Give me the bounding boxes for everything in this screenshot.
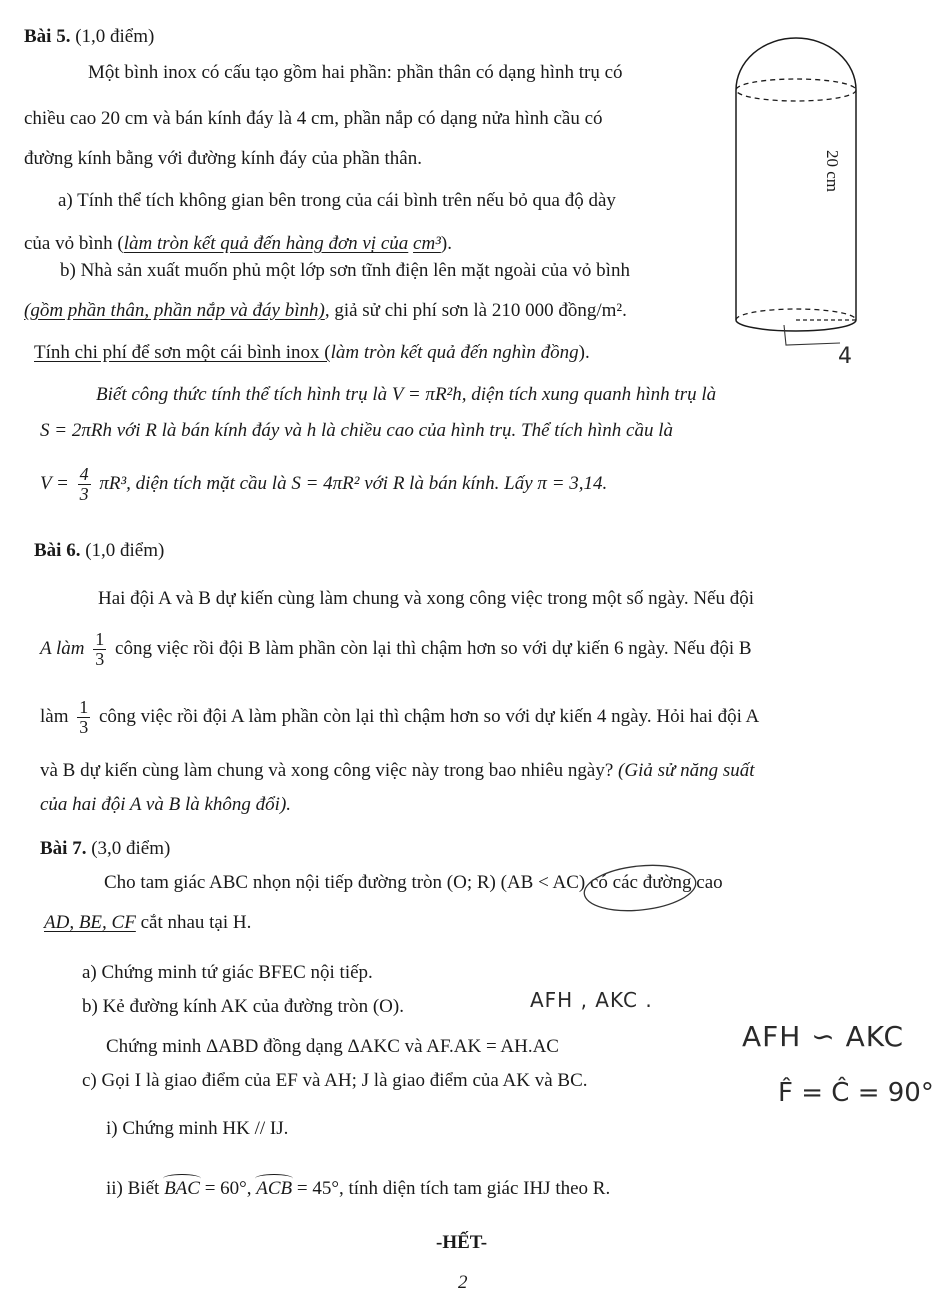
- frac-num-a: 1: [95, 629, 105, 649]
- bai5-a-text: của vỏ bình (: [24, 233, 124, 254]
- arc-acb: ACB: [256, 1178, 293, 1199]
- hand-ellipse: [578, 860, 706, 916]
- bai6-l3-post: công việc rồi đội A làm phần còn lại thì chậm hơn so với dự kiến 4 ngày. Hỏi hai đội A: [99, 705, 760, 727]
- bai5-formula-2: S = 2πRh với R là bán kính đáy và h là chiều cao của hình trụ. Thể tích hình cầu là: [40, 420, 673, 441]
- formula-v: V =: [40, 472, 69, 494]
- frac-num-b: 1: [79, 697, 89, 717]
- hand-note-4: 4: [838, 344, 852, 369]
- cii-mid: = 60°,: [204, 1178, 252, 1199]
- formula-rest: πR³, diện tích mặt cầu là S = 4πR² với R là bán kính. Lấy π = 3,14.: [99, 472, 608, 494]
- bai6-l4-italic: (Giả sử năng suất: [618, 760, 755, 781]
- top-ellipse: [736, 79, 856, 101]
- bai5-b-line-3: [34, 342, 590, 364]
- bai7-b2: Chứng minh ΔABD đồng dạng ΔAKC và AF.AK = AH.AC: [106, 1036, 559, 1057]
- bai5-b3-end: ).: [578, 342, 590, 363]
- bai5-a-line-1: a) Tính thể tích không gian bên trong của cái bình trên nếu bỏ qua độ dày: [58, 190, 616, 211]
- frac-num: 4: [79, 464, 89, 484]
- bai5-formula-3: [40, 465, 607, 504]
- bai7-cii: [106, 1178, 610, 1200]
- bai5-line-1: Một bình inox có cấu tạo gồm hai phần: phần thân có dạng hình trụ có: [88, 62, 623, 83]
- bottom-back-arc: [736, 309, 856, 320]
- bai5-a-line-2: [24, 233, 452, 255]
- bai6-heading: Bài 6.: [34, 540, 81, 561]
- frac-den-a: 3: [95, 648, 105, 669]
- fraction-4-3: [78, 465, 91, 504]
- bai5-b-line-1: b) Nhà sản xuất muốn phủ một lớp sơn tĩnh điện lên mặt ngoài của vỏ bình: [60, 260, 630, 281]
- bai7-altitudes: AD, BE, CF: [44, 912, 136, 933]
- hand-bracket: [784, 325, 840, 345]
- bai6-l2-post: công việc rồi đội B làm phần còn lại thì chậm hơn so với dự kiến 6 ngày. Nếu đội B: [115, 637, 752, 659]
- bottom-front-arc: [736, 320, 856, 331]
- arc-bac: BAC: [164, 1178, 200, 1199]
- frac-den: 3: [79, 483, 89, 504]
- bai5-b-text: , giả sử chi phí sơn là 210 000 đồng/m².: [324, 300, 627, 321]
- fraction-1-3-b: [77, 698, 90, 737]
- bai7-line-1: Cho tam giác ABC nhọn nội tiếp đường tròn (O; R) (AB < AC) có các đường cao: [104, 872, 723, 893]
- bai6-title: [34, 540, 164, 562]
- bai5-score: (1,0 điểm): [75, 26, 155, 47]
- cii-pre: ii) Biết: [106, 1178, 160, 1199]
- bai5-line-3: đường kính bằng với đường kính đáy của phần thân.: [24, 148, 422, 169]
- bai7-c: c) Gọi I là giao điểm của EF và AH; J là giao điểm của AK và BC.: [82, 1070, 588, 1091]
- bai5-b-italic: (gồm phần thân, phần nắp và đáy bình): [24, 300, 325, 321]
- bai5-line-2: chiều cao 20 cm và bán kính đáy là 4 cm, phần nắp có dạng nửa hình cầu có: [24, 108, 603, 129]
- cylinder-figure: [722, 30, 872, 370]
- bai5-a-end: ).: [440, 233, 452, 254]
- height-label: 20 cm: [823, 150, 842, 193]
- bai5-heading: Bài 5.: [24, 26, 71, 47]
- hand-note-angles: F̂ = Ĉ = 90°: [778, 1078, 934, 1108]
- bai6-l4-text: và B dự kiến cùng làm chung và xong công việc này trong bao nhiêu ngày?: [40, 760, 614, 781]
- cii-post: = 45°, tính diện tích tam giác IHJ theo R.: [296, 1178, 611, 1199]
- bai5-formula-1: Biết công thức tính thể tích hình trụ là V = πR²h, diện tích xung quanh hình trụ là: [96, 384, 717, 405]
- hand-note-similar: AFH ∽ AKC: [742, 1020, 905, 1053]
- bai7-title: [40, 838, 170, 860]
- bai7-line-2: [44, 912, 251, 934]
- page-number: 2: [458, 1272, 468, 1293]
- hand-note-afh-akc: AFH , AKC .: [530, 988, 653, 1012]
- bai7-score: (3,0 điểm): [91, 838, 171, 859]
- bai5-b3-italic: làm tròn kết quả đến nghìn đồng: [330, 342, 579, 363]
- bai6-line-1: Hai đội A và B dự kiến cùng làm chung và xong công việc trong một số ngày. Nếu đội: [98, 588, 755, 609]
- bai5-a-unit: cm³: [413, 233, 441, 254]
- end-marker: -HẾT-: [436, 1232, 488, 1253]
- bai6-l3-pre: làm: [40, 705, 69, 727]
- bai7-a: a) Chứng minh tứ giác BFEC nội tiếp.: [82, 962, 373, 983]
- bai7-b1: b) Kẻ đường kính AK của đường tròn (O).: [82, 996, 404, 1017]
- bai7-l2-text: cắt nhau tại H.: [140, 912, 252, 933]
- bai6-line-4: [40, 760, 755, 782]
- bai5-b-line-2: [24, 300, 627, 322]
- bai7-heading: Bài 7.: [40, 838, 87, 859]
- bai6-score: (1,0 điểm): [85, 540, 165, 561]
- bai5-a-italic: làm tròn kết quả đến hàng đơn vị của: [123, 233, 409, 254]
- bai6-l2-pre: A làm: [40, 637, 85, 659]
- bai6-line-3: [40, 698, 759, 737]
- frac-den-b: 3: [79, 716, 89, 737]
- bai6-line-5: của hai đội A và B là không đổi).: [40, 794, 292, 815]
- bai5-b3-text: Tính chi phí để sơn một cái bình inox (: [34, 342, 331, 363]
- bai6-line-2: [40, 630, 752, 669]
- fraction-1-3-a: [93, 630, 106, 669]
- bai5-title: [24, 26, 154, 48]
- bai7-ci: i) Chứng minh HK // IJ.: [106, 1118, 289, 1139]
